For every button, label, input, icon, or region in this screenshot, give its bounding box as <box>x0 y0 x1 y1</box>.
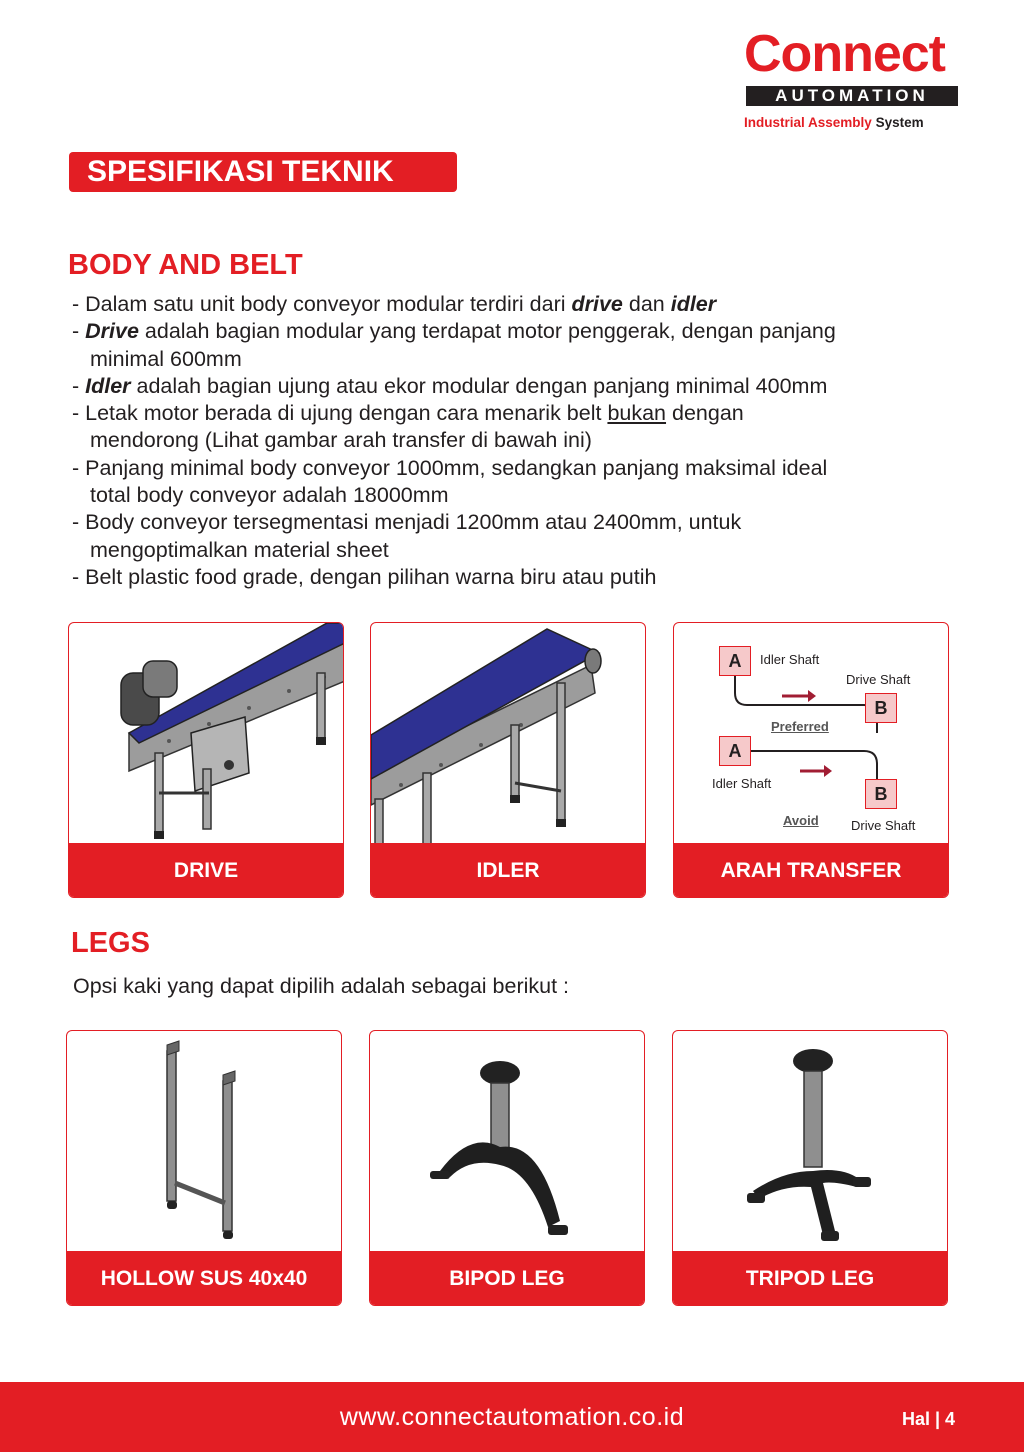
logo-tagline-black: System <box>875 115 924 130</box>
drive-shaft-label: Drive Shaft <box>851 818 916 833</box>
idler-caption: IDLER <box>371 843 645 897</box>
body-belt-text <box>72 291 836 591</box>
arrow-icon <box>800 765 832 777</box>
drive-caption: DRIVE <box>69 843 343 897</box>
spec-line: - Drive adalah bagian modular yang terdapat motor penggerak, dengan panjang <box>72 319 836 344</box>
logo-brand: Connect <box>744 25 945 83</box>
arah-transfer-caption: ARAH TRANSFER <box>674 843 948 897</box>
arah-transfer-card <box>673 622 949 898</box>
tripod-leg-illustration <box>673 1031 948 1253</box>
legs-heading: LEGS <box>71 927 150 959</box>
drive-shaft-label: Drive Shaft <box>846 672 911 687</box>
spec-line: minimal 600mm <box>90 346 242 371</box>
idler-conveyor-illustration <box>371 623 646 845</box>
shaft-box-b: B <box>865 779 897 809</box>
drive-card <box>68 622 344 898</box>
body-belt-heading: BODY AND BELT <box>68 249 303 281</box>
shaft-box-a: A <box>719 736 751 766</box>
logo-tagline <box>744 115 924 130</box>
spec-line: - Panjang minimal body conveyor 1000mm, sedangkan panjang maksimal ideal <box>72 455 828 480</box>
tripod-caption: TRIPOD LEG <box>673 1251 947 1305</box>
shaft-box-b: B <box>865 693 897 723</box>
legs-intro: Opsi kaki yang dapat dipilih adalah sebagai berikut : <box>73 974 570 998</box>
spec-line: - Idler adalah bagian ujung atau ekor modular dengan panjang minimal 400mm <box>72 373 828 398</box>
spec-line: - Letak motor berada di ujung dengan cara menarik belt bukan dengan <box>72 401 744 426</box>
idler-shaft-label: Idler Shaft <box>760 652 820 667</box>
page-number: Hal | 4 <box>902 1409 956 1429</box>
spec-line: total body conveyor adalah 18000mm <box>90 483 449 508</box>
avoid-label: Avoid <box>783 813 819 828</box>
spec-line: - Dalam satu unit body conveyor modular terdiri dari drive dan idler <box>72 292 717 316</box>
drive-conveyor-illustration <box>69 623 344 845</box>
section-banner: SPESIFIKASI TEKNIK <box>69 152 457 192</box>
arrow-icon <box>782 690 816 702</box>
hollow-card <box>66 1030 342 1306</box>
tripod-card <box>672 1030 948 1306</box>
hollow-caption: HOLLOW SUS 40x40 <box>67 1251 341 1305</box>
spec-line: mengoptimalkan material sheet <box>90 537 389 562</box>
hollow-leg-illustration <box>67 1031 342 1253</box>
bipod-caption: BIPOD LEG <box>370 1251 644 1305</box>
spec-line: - Belt plastic food grade, dengan pilihan warna biru atau putih <box>72 564 657 589</box>
shaft-box-a: A <box>719 646 751 676</box>
footer-website-link[interactable]: www.connectautomation.co.id <box>339 1403 685 1431</box>
bipod-leg-illustration <box>370 1031 645 1253</box>
bipod-card <box>369 1030 645 1306</box>
preferred-label: Preferred <box>771 719 829 734</box>
idler-shaft-label: Idler Shaft <box>712 776 772 791</box>
idler-card <box>370 622 646 898</box>
spec-line: mendorong (Lihat gambar arah transfer di bawah ini) <box>90 428 592 453</box>
spec-line: - Body conveyor tersegmentasi menjadi 1200mm atau 2400mm, untuk <box>72 510 742 535</box>
logo-tagline-red: Industrial Assembly <box>744 115 872 130</box>
logo-subtitle: AUTOMATION <box>746 86 958 106</box>
